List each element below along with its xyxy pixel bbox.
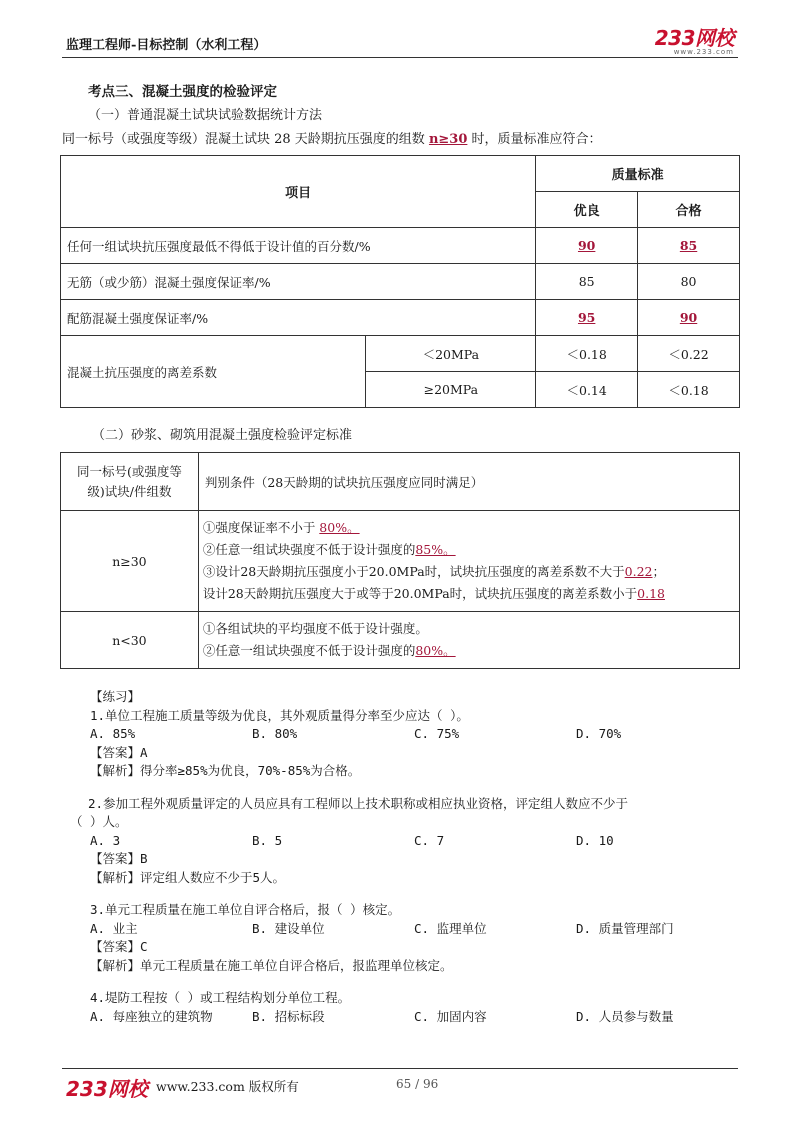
answer-2: 【答案】B [90, 851, 148, 866]
options-3: A. 业主 B. 建设单位 C. 监理单位 D. 质量管理部门 [90, 920, 674, 936]
logo-url: www.233.com [673, 48, 734, 56]
analysis-2: 【解析】评定组人数应不少于5人。 [90, 869, 286, 885]
page-number: 65 / 96 [396, 1077, 439, 1091]
question-3: 3.单元工程质量在施工单位自评合格后，报（ ）核定。 [90, 902, 401, 917]
header-quality: 质量标准 [536, 156, 740, 192]
table-row: n<30 ①各组试块的平均强度不低于设计强度。 ②任意一组试块强度不低于设计强度的80%。 [61, 612, 740, 669]
header-excellent: 优良 [536, 192, 638, 228]
page-header [62, 28, 738, 58]
table-row: 混凝土抗压强度的离差系数 ＜20MPa ＜0.18 ＜0.22 [61, 336, 740, 372]
footer-logo: 233网校 [66, 1077, 148, 1101]
header-groups: 同一标号(或强度等 级)试块/件组数 [61, 453, 199, 511]
table-row: 任何一组试块抗压强度最低不得低于设计值的百分数/% 90 85 [61, 228, 740, 264]
intro-text: 同一标号（或强度等级）混凝土试块 28 天龄期抗压强度的组数 n≥30 时，质量标准应符合： [62, 132, 602, 147]
analysis-1: 【解析】得分率≥85%为优良，70%-85%为合格。 [90, 763, 361, 778]
question-1: 1.单位工程施工质量等级为优良，其外观质量得分率至少应达（ ）。 [90, 707, 469, 723]
table-row: ≥20MPa ＜0.14 ＜0.18 [61, 372, 740, 408]
dispersion-item: 混凝土抗压强度的离差系数 [61, 336, 366, 408]
subsection-title-1: （一）普通混凝土试块试验数据统计方法 [88, 108, 323, 123]
options-4: A. 每座独立的建筑物 B. 招标标段 C. 加固内容 D. 人员参与数量 [90, 1008, 674, 1024]
intro-highlight: n≥30 [428, 132, 468, 147]
practice-section: 【练习】 1.单位工程施工质量等级为优良，其外观质量得分率至少应达（ ）。 A. 85% B. 80% C. 75% D. 70% 【答案】A 【解析】得分率≥85%为优良，70%-85%为合格。 2.参加工程外观质量评定的人员应具有工程师以上技术职称或相应执业资格，评定组人数应不少于 （ ）人。 A. 3 B. 5 C. 7 D. 10 【答案】B 【解析】评定组人数应不少于5人。 3.单元工程质量在施工单位自评合格后，报（ ）核定。 A. 业主 B. 建设单位 C. 监理单位 D. 质量管理部门 【答案】C 【解析】单元工程质量在施工单位自评合格后，报监理单位核定。 4.堤防工程按（ ）或工程结构划分单位工程。 A. 每座独立的建筑物 B. 招标标段 C. 加固内容 D. 人员参与数量 [90, 688, 740, 1026]
table-row: n≥30 ①强度保证率不小于 80%。 ②任意一组试块强度不低于设计强度的85%。 ③设计28天龄期抗压强度小于20.0MPa时，试块抗压强度的离差系数不大于0.22； 设计28天龄期抗压强度大于或等于20.0MPa时，试块抗压强度的离差系数小于0.18 [61, 511, 740, 612]
question-4: 4.堤防工程按（ ）或工程结构划分单位工程。 [90, 990, 351, 1005]
page-footer [62, 1068, 738, 1101]
header-criteria: 判别条件（28天龄期的试块抗压强度应同时满足） [198, 453, 739, 511]
footer-copyright: www.233.com 版权所有 [156, 1079, 299, 1094]
table-row: 配筋混凝土强度保证率/% 95 90 [61, 300, 740, 336]
practice-heading: 【练习】 [90, 689, 141, 704]
subsection-title-2: （二）砂浆、砌筑用混凝土强度检验评定标准 [92, 428, 353, 443]
answer-1: 【答案】A [90, 744, 148, 760]
quality-standard-table [60, 155, 740, 408]
header-pass: 合格 [638, 192, 740, 228]
answer-3: 【答案】C [90, 939, 148, 954]
options-2: A. 3 B. 5 C. 7 D. 10 [90, 832, 614, 848]
options-1: A. 85% B. 80% C. 75% D. 70% [90, 726, 622, 741]
analysis-3: 【解析】单元工程质量在施工单位自评合格后，报监理单位核定。 [90, 957, 453, 973]
header-item: 项目 [61, 156, 536, 228]
document-title: 监理工程师-目标控制（水利工程） [66, 38, 267, 53]
section-title: 考点三、混凝土强度的检验评定 [88, 84, 277, 100]
brand-logo [655, 28, 734, 56]
logo-text: 233网校 [654, 26, 734, 50]
table-row: 无筋（或少筋）混凝土强度保证率/% 85 80 [61, 264, 740, 300]
mortar-standard-table [60, 452, 740, 669]
question-2: 2.参加工程外观质量评定的人员应具有工程师以上技术职称或相应执业资格，评定组人数应不少于 [88, 795, 629, 811]
